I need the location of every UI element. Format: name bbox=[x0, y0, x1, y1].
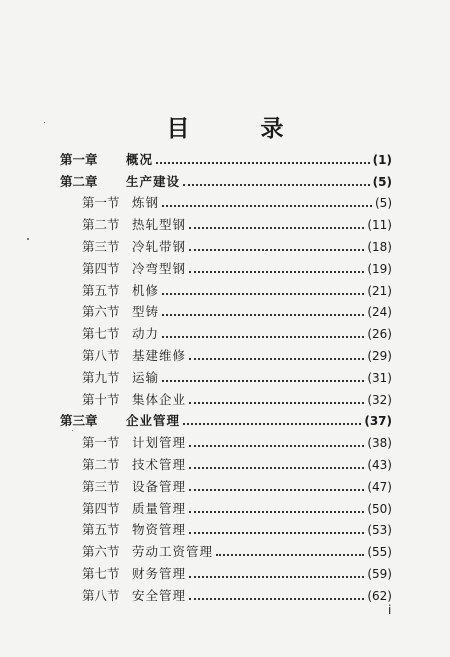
entry-number: 第四节 bbox=[82, 260, 120, 276]
dot-leader bbox=[162, 314, 364, 316]
entry-number: 第三节 bbox=[82, 238, 120, 254]
entry-title: 技术管理 bbox=[132, 456, 187, 472]
toc-chapter-entry bbox=[60, 145, 392, 167]
entry-page: (37) bbox=[364, 414, 392, 429]
entry-number: 第八节 bbox=[82, 347, 120, 363]
entry-page: (50) bbox=[367, 501, 392, 516]
toc-section-entry bbox=[60, 232, 392, 254]
scan-speck bbox=[27, 238, 29, 240]
toc-section-entry bbox=[60, 254, 392, 276]
entry-title: 设备管理 bbox=[132, 478, 187, 494]
entry-number: 第一章 bbox=[60, 151, 98, 167]
entry-title: 动力 bbox=[132, 326, 160, 342]
entry-title: 计划管理 bbox=[132, 435, 187, 451]
dot-leader bbox=[216, 554, 364, 556]
dot-leader bbox=[189, 271, 364, 273]
entry-number: 第七节 bbox=[82, 565, 120, 581]
table-of-contents bbox=[60, 145, 392, 603]
toc-section-entry bbox=[60, 298, 392, 320]
dot-leader bbox=[189, 227, 364, 229]
entry-title: 生产建设 bbox=[126, 173, 181, 189]
entry-number: 第十节 bbox=[82, 391, 120, 407]
entry-page: (19) bbox=[367, 261, 392, 276]
dot-leader bbox=[189, 576, 364, 578]
entry-number: 第二节 bbox=[82, 217, 120, 233]
entry-page: (31) bbox=[367, 370, 392, 385]
entry-page: (24) bbox=[367, 305, 392, 320]
dot-leader bbox=[189, 445, 364, 447]
dot-leader bbox=[189, 402, 364, 404]
toc-chapter-entry bbox=[60, 167, 392, 189]
dot-leader bbox=[189, 532, 364, 534]
entry-title: 热轧型钢 bbox=[132, 217, 187, 233]
toc-section-entry bbox=[60, 319, 392, 341]
entry-number: 第五节 bbox=[82, 522, 120, 538]
entry-title: 型铸 bbox=[132, 304, 160, 320]
entry-page: (59) bbox=[367, 566, 392, 581]
entry-title: 物资管理 bbox=[132, 522, 187, 538]
entry-number: 第六节 bbox=[82, 304, 120, 320]
dot-leader bbox=[162, 380, 364, 382]
toc-section-entry bbox=[60, 210, 392, 232]
toc-section-entry bbox=[60, 494, 392, 516]
entry-page: (43) bbox=[367, 457, 392, 472]
dot-leader bbox=[162, 293, 364, 295]
dot-leader bbox=[156, 162, 370, 164]
entry-number: 第二节 bbox=[82, 456, 120, 472]
entry-page: (5) bbox=[375, 196, 392, 211]
entry-page: (5) bbox=[372, 174, 392, 189]
toc-section-entry bbox=[60, 450, 392, 472]
scan-speck bbox=[265, 250, 266, 251]
toc-section-entry bbox=[60, 537, 392, 559]
entry-title: 冷弯型钢 bbox=[132, 260, 187, 276]
entry-page: (38) bbox=[367, 436, 392, 451]
entry-page: (1) bbox=[372, 152, 392, 167]
entry-page: (18) bbox=[367, 239, 392, 254]
entry-page: (21) bbox=[367, 283, 392, 298]
entry-title: 质量管理 bbox=[132, 500, 187, 516]
dot-leader bbox=[189, 598, 364, 600]
toc-section-entry bbox=[60, 341, 392, 363]
entry-title: 基建维修 bbox=[132, 347, 187, 363]
entry-title: 概况 bbox=[126, 151, 154, 167]
entry-number: 第一节 bbox=[82, 435, 120, 451]
toc-section-entry bbox=[60, 559, 392, 581]
entry-number: 第三章 bbox=[60, 413, 98, 429]
entry-title: 机修 bbox=[132, 282, 160, 298]
toc-section-entry bbox=[60, 189, 392, 211]
toc-section-entry bbox=[60, 428, 392, 450]
scan-speck bbox=[44, 122, 45, 123]
toc-section-entry bbox=[60, 472, 392, 494]
entry-number: 第一节 bbox=[82, 195, 120, 211]
dot-leader bbox=[162, 336, 364, 338]
dot-leader bbox=[189, 249, 364, 251]
scan-speck bbox=[72, 430, 73, 431]
entry-title: 财务管理 bbox=[132, 565, 187, 581]
toc-chapter-entry bbox=[60, 407, 392, 429]
entry-number: 第九节 bbox=[82, 369, 120, 385]
page-number: i bbox=[388, 603, 392, 617]
entry-page: (32) bbox=[367, 392, 392, 407]
entry-number: 第五节 bbox=[82, 282, 120, 298]
entry-number: 第三节 bbox=[82, 478, 120, 494]
entry-title: 炼钢 bbox=[132, 195, 160, 211]
entry-title: 运输 bbox=[132, 369, 160, 385]
entry-number: 第六节 bbox=[82, 544, 120, 560]
entry-title: 劳动工资管理 bbox=[132, 544, 214, 560]
entry-number: 第七节 bbox=[82, 326, 120, 342]
toc-section-entry bbox=[60, 276, 392, 298]
entry-page: (29) bbox=[367, 348, 392, 363]
toc-section-entry bbox=[60, 385, 392, 407]
entry-page: (11) bbox=[367, 218, 392, 233]
entry-number: 第二章 bbox=[60, 173, 98, 189]
toc-section-entry bbox=[60, 516, 392, 538]
dot-leader bbox=[189, 358, 364, 360]
dot-leader bbox=[189, 467, 364, 469]
dot-leader bbox=[189, 489, 364, 491]
entry-title: 企业管理 bbox=[126, 413, 181, 429]
entry-title: 冷轧带钢 bbox=[132, 238, 187, 254]
entry-page: (62) bbox=[367, 588, 392, 603]
entry-number: 第四节 bbox=[82, 500, 120, 516]
entry-page: (26) bbox=[367, 327, 392, 342]
entry-page: (47) bbox=[367, 479, 392, 494]
dot-leader bbox=[183, 184, 370, 186]
dot-leader bbox=[162, 205, 372, 207]
toc-section-entry bbox=[60, 363, 392, 385]
entry-page: (55) bbox=[367, 545, 392, 560]
entry-page: (53) bbox=[367, 523, 392, 538]
entry-title: 集体企业 bbox=[132, 391, 187, 407]
entry-title: 安全管理 bbox=[132, 587, 187, 603]
page-title: 目 录 bbox=[166, 116, 308, 142]
entry-number: 第八节 bbox=[82, 587, 120, 603]
dot-leader bbox=[183, 423, 361, 425]
toc-section-entry bbox=[60, 581, 392, 603]
dot-leader bbox=[189, 511, 364, 513]
